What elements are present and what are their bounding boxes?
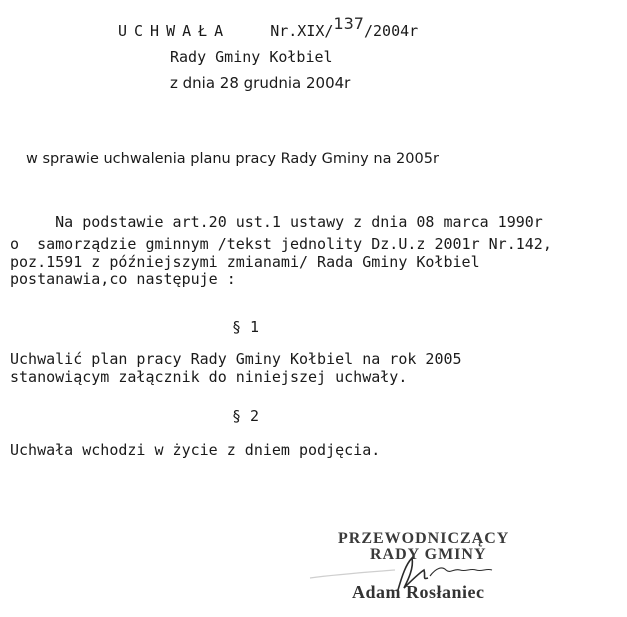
resolution-number-suffix: /2004r [363,22,419,40]
preamble-line-4: postanawia,co następuje : [10,270,236,288]
resolution-title [118,14,419,40]
section-2-heading: § 2 [232,407,260,425]
resolution-number-prefix: Nr.XIX/ [270,22,334,40]
title-word: UCHWAŁA [118,22,231,40]
stamp-role: PRZEWODNICZĄCY [338,530,510,547]
council-name: Rady Gminy Kołbiel [170,48,333,66]
preamble-line-2: o samorządzie gminnym /tekst jednolity Dz.U.z 2001r Nr.142, [10,235,552,253]
section-1-line-1: Uchwalić plan pracy Rady Gminy Kołbiel na rok 2005 [10,350,462,368]
preamble-line-3: poz.1591 z późniejszymi zmianami/ Rada Gminy Kołbiel [10,253,480,271]
preamble-line-1: Na podstawie art.20 ust.1 ustawy z dnia 08 marca 1990r [10,213,543,231]
resolution-subject: w sprawie uchwalenia planu pracy Rady Gminy na 2005r [26,151,439,167]
section-1-heading: § 1 [232,318,260,336]
stamp-body: RADY GMINY [370,546,487,563]
resolution-number-handwritten: 137 [333,14,364,33]
resolution-date: z dnia 28 grudnia 2004r [170,74,351,92]
section-2-line-1: Uchwała wchodzi w życie z dniem podjęcia. [10,441,381,459]
stamp-name: Adam Rosłaniec [352,582,485,602]
section-1-line-2: stanowiącym załącznik do niniejszej uchwały. [10,368,408,386]
